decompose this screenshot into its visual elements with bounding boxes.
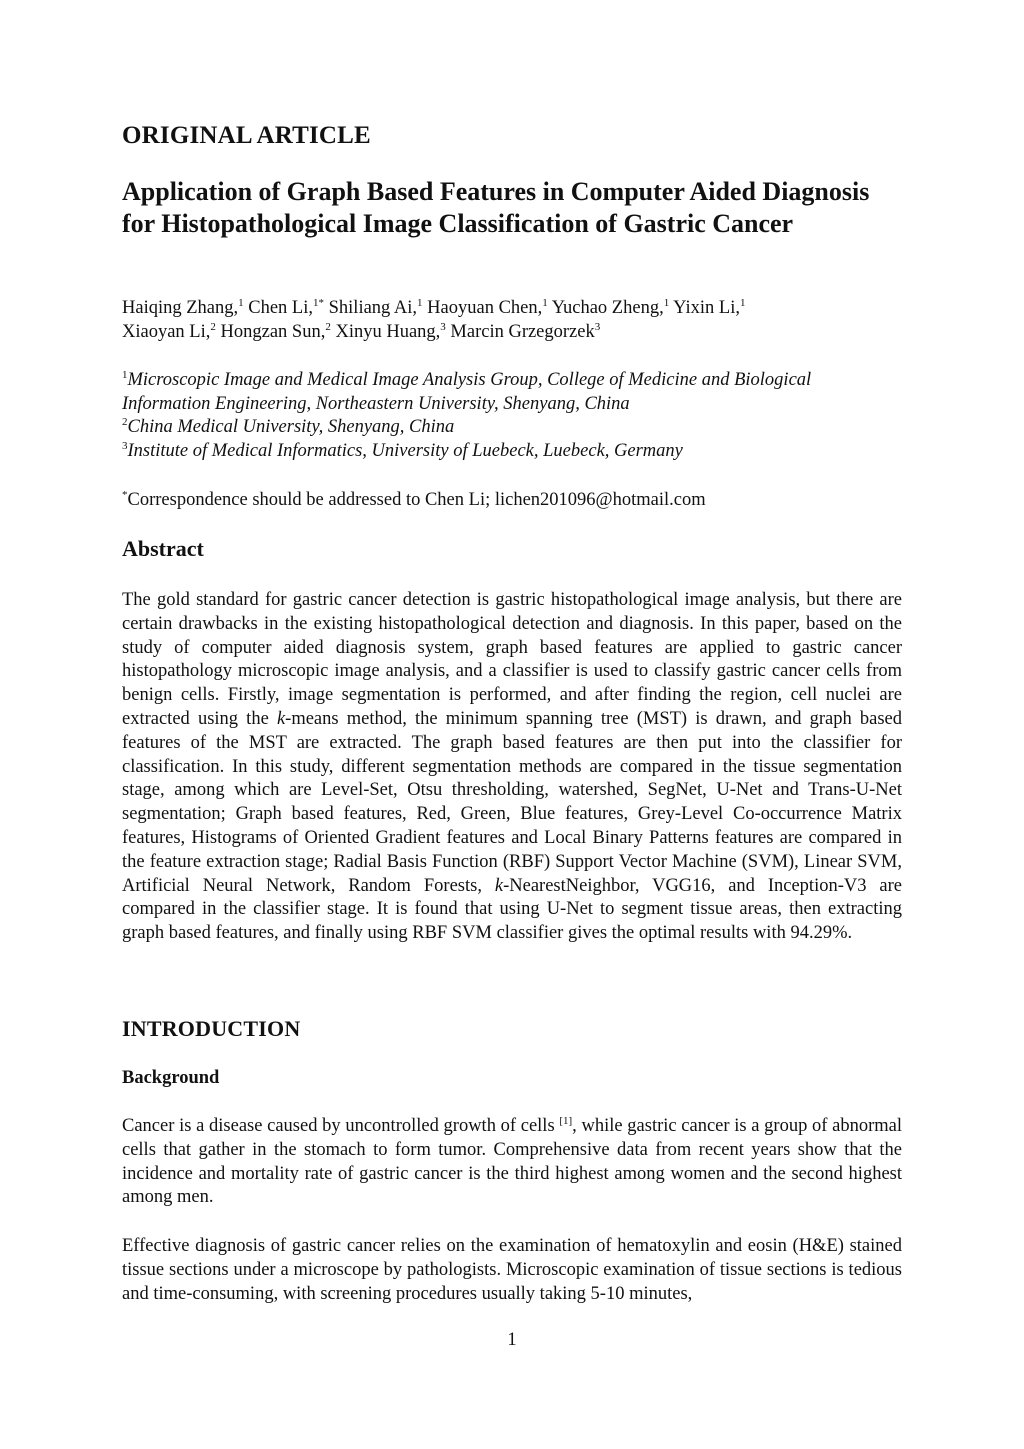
- intro-paragraph-2: Effective diagnosis of gastric cancer relies on the examination of hematoxylin and eosin (H&E) stained tissue sections under a microscope by pathologists. Microscopic examination of tissue sections is tedious and time-consuming, with screening procedures usually taking 5-10 minutes,: [122, 1236, 902, 1304]
- page-number: 1: [507, 1330, 517, 1350]
- author: Haiqing Zhang,: [122, 298, 239, 318]
- affiliations: [122, 369, 902, 463]
- author: Haoyuan Chen,: [427, 298, 543, 318]
- author-list: Haiqing Zhang,$^1$ Chen Li,$^{1*}$ Shiliang Ai,$^1$ Haoyuan Chen,$^1$ Yuchao Zheng,$^1$ Yixin Li,$^1$ Xiaoyan Li,$^2$ Hongzan Sun,$^2$ Xinyu Huang,$^3$ Marcin Grzegorzek$^3$: [122, 296, 746, 342]
- affiliation-3: $^3$Institute of Medical Informatics, University of Luebeck, Luebeck, Germany: [122, 439, 683, 461]
- author: Hongzan Sun,: [220, 322, 326, 342]
- author: Xiaoyan Li,: [122, 322, 211, 342]
- introduction-heading: INTRODUCTION: [122, 1016, 301, 1041]
- abstract-text: The gold standard for gastric cancer detection is gastric histopathological image analysis, but there are certain drawbacks in the existing histopathological detection and diagnosis. In this paper, based on the study of computer aided diagnosis system, graph based features are applied to gastric cancer histopathology microscopic image analysis, and a classifier is used to classify gastric cancer cells from benign cells. Firstly, image segmentation is performed, and after finding the region, cell nuclei are extracted using the k-means method, the minimum spanning tree (MST) is drawn, and graph based features of the MST are extracted. The graph based features are then put into the classifier for classification. In this study, different segmentation methods are compared in the tissue segmentation stage, among which are Level-Set, Otsu thresholding, watershed, SegNet, U-Net and Trans-U-Net segmentation; Graph based features, Red, Green, Blue features, Grey-Level Co-occurrence Matrix features, Histograms of Oriented Gradient features and Local Binary Patterns features are compared in the feature extraction stage; Radial Basis Function (RBF) Support Vector Machine (SVM), Linear SVM, Artificial Neural Network, Random Forests, k-NearestNeighbor, VGG16, and Inception-V3 are compared in the classifier stage. It is found that using U-Net to segment tissue areas, then extracting graph based features, and finally using RBF SVM classifier gives the optimal results with 94.29%.: [122, 590, 903, 944]
- intro-paragraph-1: Cancer is a disease caused by uncontrolled growth of cells [1], while gastric cancer is a group of abnormal cells that gather in the stomach to form tumor. Comprehensive data from recent years show that the incidence and mortality rate of gastric cancer is the third highest among women and the second highest among men.: [122, 1114, 902, 1208]
- correspondence: *Correspondence should be addressed to Chen Li; lichen201096@hotmail.com: [122, 488, 706, 510]
- article-type: ORIGINAL ARTICLE: [122, 122, 371, 149]
- author: Yixin Li,: [673, 298, 740, 318]
- author: Shiliang Ai,: [328, 298, 418, 318]
- author: Yuchao Zheng,: [551, 298, 664, 318]
- author: Marcin Grzegorzek: [450, 322, 595, 342]
- author: Chen Li,: [248, 298, 313, 318]
- background-subheading: Background: [122, 1068, 220, 1088]
- affiliation-2: $^2$China Medical University, Shenyang, China: [122, 415, 455, 437]
- affiliation-1: $^1$Microscopic Image and Medical Image Analysis Group, College of Medicine and Biological Information Engineering, Northeastern University, Shenyang, China: [122, 368, 812, 414]
- abstract-heading: Abstract: [122, 536, 204, 561]
- author: Xinyu Huang,: [335, 322, 441, 342]
- paper-title: Application of Graph Based Features in Computer Aided Diagnosis for Histopathological Image Classification of Gastric Cancer: [122, 177, 870, 238]
- citation-ref[interactable]: [1]: [559, 1114, 573, 1127]
